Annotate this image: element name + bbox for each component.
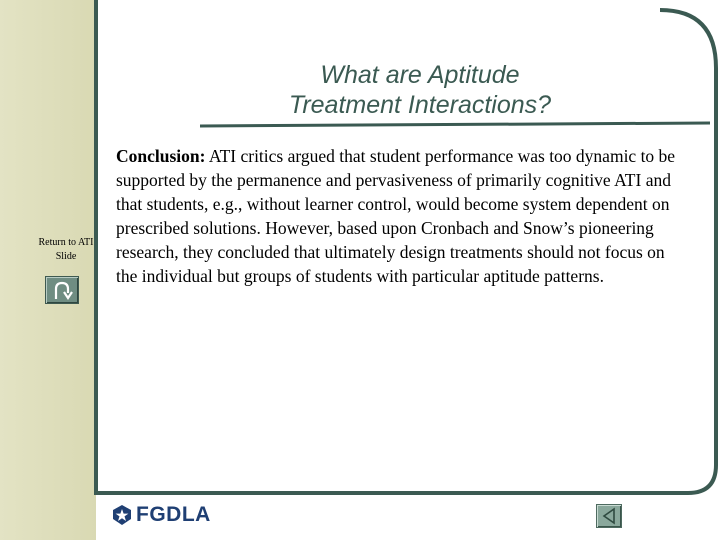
back-button[interactable] — [596, 504, 622, 528]
triangle-left-icon — [597, 505, 621, 527]
logo-text: FGDLA — [136, 503, 211, 526]
body-bold-lead: Conclusion: — [116, 146, 206, 166]
title-line-2: Treatment Interactions? — [288, 91, 552, 119]
slide-title — [200, 60, 640, 120]
fgdla-logo — [112, 502, 211, 528]
return-to-ati-label: Return to ATI Slide — [38, 237, 94, 262]
title-line-1: What are Aptitude — [320, 61, 520, 89]
body-text: ATI critics argued that student performance was too dynamic to be supported by the permanence and pervasiveness of primarily cognitive ATI and that students, e.g., without learner control, would become system dependent on prescribed solutions. However, based upon Cronbach and Snow’s pioneering research, they concluded that ultimately design treatments should not focus on the individual but groups of students with particular aptitude patterns. — [116, 146, 676, 286]
star-seal-icon — [112, 504, 132, 526]
title-rule — [200, 123, 710, 126]
body-paragraph — [116, 144, 688, 288]
u-turn-arrow-icon — [46, 277, 78, 303]
return-to-ati-button[interactable] — [45, 276, 79, 304]
